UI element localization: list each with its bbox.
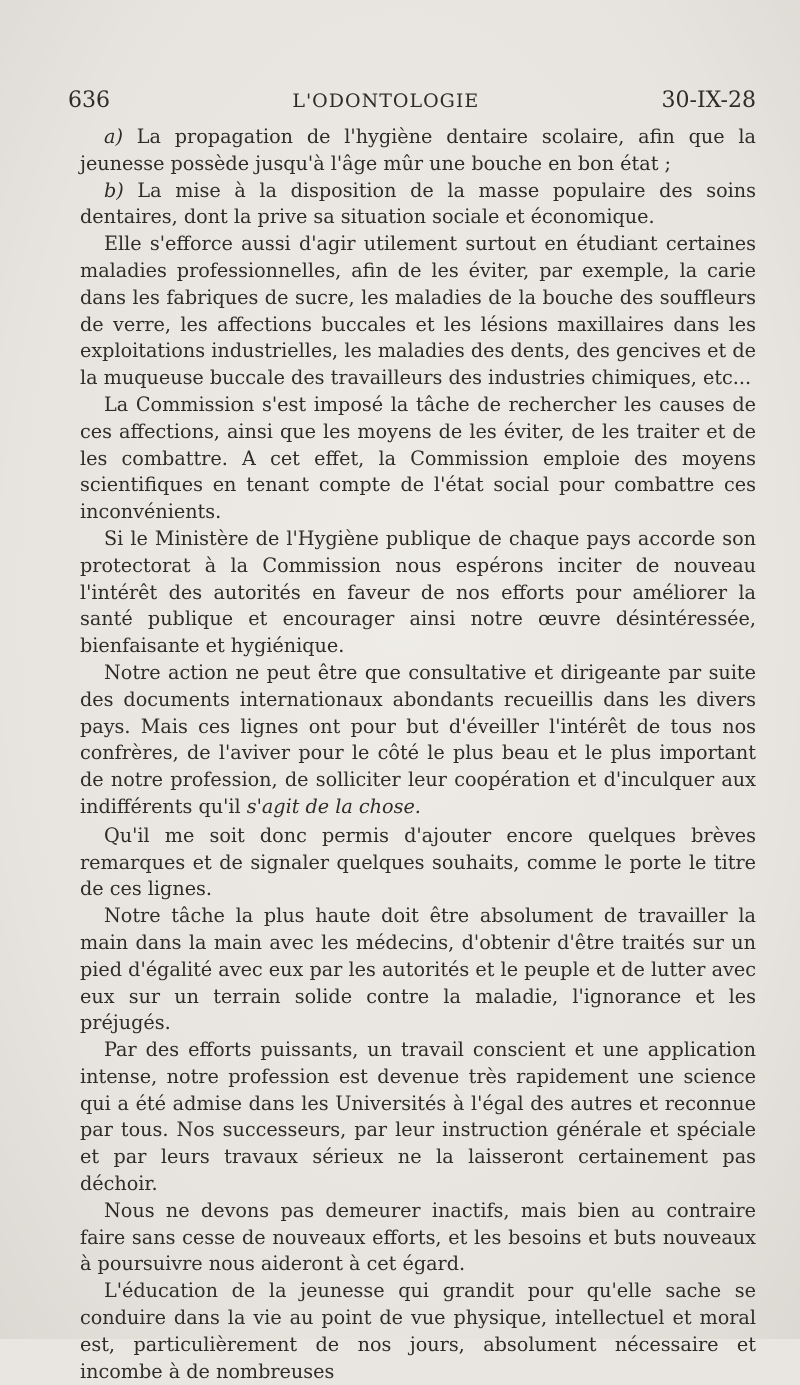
paragraph-a-text: La propagation de l'hygiène dentaire scolaire, afin que la jeunesse possède jusqu'à l'âge mûr une bouche en bon état ; [80, 125, 756, 175]
paragraph: L'éducation de la jeunesse qui grandit pour qu'elle sache se conduire dans la vie au point de vue physique, intellectuel et moral est, particulièrement de nos jours, absolument nécessaire et incombe à de nombreuses [80, 1279, 756, 1383]
paragraph: Si le Ministère de l'Hygiène publique de chaque pays accorde son protectorat à la Commission nous espérons inciter de nouveau l'intérêt des autorités en faveur de nos efforts pour améliorer la santé publique et encourager ainsi notre œuvre désintéressée, bienfaisante et hygiénique. [80, 526, 756, 658]
paragraph [80, 660, 756, 821]
running-header [68, 88, 756, 113]
paragraph-b-text: La mise à la disposition de la masse populaire des soins dentaires, dont la prive sa situation sociale et économique. [80, 178, 756, 229]
paragraph: Par des efforts puissants, un travail conscient et une application intense, notre profession est devenue très rapidement une science qui a été admise dans les Universités à l'égal des autres et reconnue par tous. Nos successeurs, par leur instruction générale et spéciale et par leurs travaux sérieux ne la laisseront certainement pas déchoir. [80, 1038, 756, 1196]
paragraph-text: Notre action ne peut être que consultative et dirigeante par suite des documents internationaux abondants recueillis dans les divers pays. Mais ces lignes ont pour but d'éveiller l'intérêt de tous nos confrères, de l'aviver pour le côté le plus beau et le plus important de notre profession, de solliciter leur coopération et d'inculquer aux indifférents qu'il [80, 660, 756, 818]
paragraph-b [80, 178, 756, 232]
page-number: 636 [68, 88, 110, 113]
paragraph: Nous ne devons pas demeurer inactifs, mais bien au contraire faire sans cesse de nouveaux efforts, et les besoins et buts nouveaux à poursuivre nous aideront à cet égard. [80, 1198, 756, 1276]
paragraph: Qu'il me soit donc permis d'ajouter encore quelques brèves remarques et de signaler quelques souhaits, comme le porte le titre de ces lignes. [80, 823, 756, 901]
italic-phrase: s'agit de la chose. [246, 794, 421, 818]
paragraph: Notre tâche la plus haute doit être absolument de travailler la main dans la main avec les médecins, d'obtenir d'être traités sur un pied d'égalité avec eux par les autorités et le peuple et de lutter avec eux sur un terrain solide contre la maladie, l'ignorance et les préjugés. [80, 904, 756, 1035]
paragraph: Elle s'efforce aussi d'agir utilement surtout en étudiant certaines maladies professionnelles, afin de les éviter, par exemple, la carie dans les fabriques de sucre, les maladies de la bouche des souffleurs de verre, les affections buccales et les lésions maxillaires dans les exploitations industrielles, les maladies des dents, des gencives et de la muqueuse buccale des travailleurs des industries chimiques, etc... [80, 232, 756, 390]
list-marker-b: b) [104, 178, 124, 202]
journal-title: L'ODONTOLOGIE [292, 90, 480, 112]
issue-date: 30-IX-28 [661, 88, 756, 113]
paragraph: La Commission s'est imposé la tâche de rechercher les causes de ces affections, ainsi que les moyens de les éviter, de les traiter et de les combattre. A cet effet, la Commission emploie des moyens scientifiques en tenant compte de l'état social pour combattre ces inconvénients. [80, 392, 756, 524]
paragraph-a [80, 124, 756, 178]
body-text [80, 124, 756, 1385]
list-marker-a: a) [104, 125, 123, 148]
